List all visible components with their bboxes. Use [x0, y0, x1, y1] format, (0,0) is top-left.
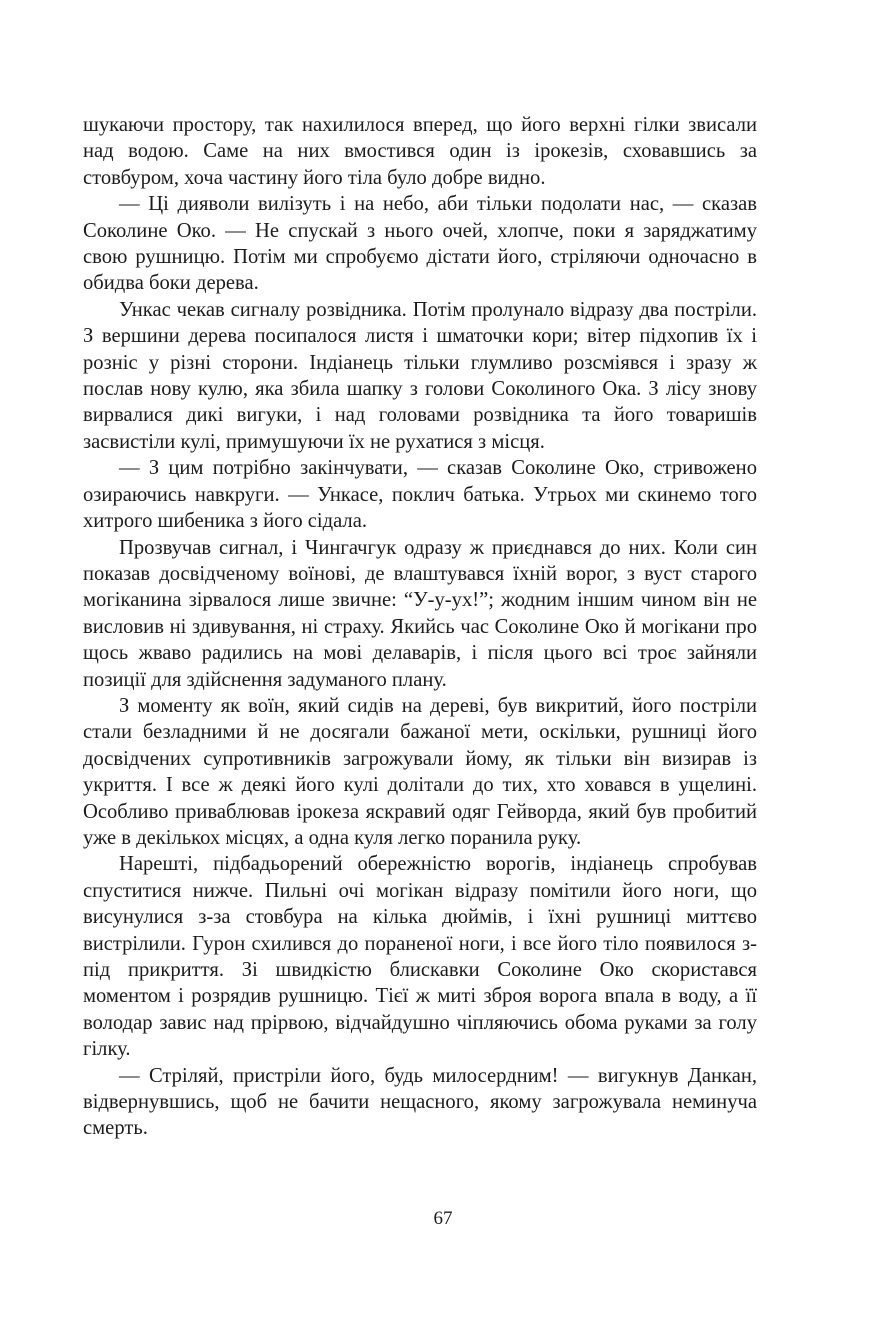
- paragraph-3: Ункас чекав сигналу розвідника. Потім пролунало відразу два постріли. З вершини дерева посипалося листя і шматочки кори; вітер підхопив їх і розніс у різні сторони. Індіанець тільки глумливо розсміявся і зразу ж послав нову кулю, яка збила шапку з голови Соколиного Ока. З лісу знову вирвалися дикі вигуки, і над головами розвідника та його товаришів засвистіли кулі, примушуючи їх не рухатися з місця.: [83, 298, 757, 453]
- body-text: [83, 112, 757, 1142]
- paragraph-8: — Стріляй, пристріли його, будь милосердним! — вигукнув Данкан, відвернувшись, щоб не бачити нещасного, якому загрожувала неминуча смерть.: [83, 1064, 757, 1140]
- page-number: 67: [433, 1208, 453, 1229]
- paragraph-7: Нарешті, підбадьорений обережністю ворогів, індіанець спробував спуститися нижче. Пильні очі могікан відразу помітили його ноги, що висунулися з-за стовбура на кілька дюймів, і їхні рушниці миттєво вистрілили. Гурон схилився до пораненої ноги, і все його тіло появилося з-під прикриття. Зі швидкістю блискавки Соколине Око скористався моментом і розрядив рушницю. Тієї ж миті зброя ворога впала в воду, а її володар завис над прірвою, відчайдушно чіпляючись обома руками за голу гілку.: [83, 853, 757, 1061]
- paragraph-1: шукаючи простору, так нахилилося вперед, що його верхні гілки звисали над водою. Саме на них вмостився один із ірокезів, сховавшись за стовбуром, хоча частину його тіла було добре видно.: [83, 114, 757, 189]
- paragraph-4: — З цим потрібно закінчувати, — сказав Соколине Око, стривожено озираючись навкруги. — Ункасе, поклич батька. Утрьох ми скинемо того хитрого шибеника з його сідала.: [83, 457, 757, 533]
- paragraph-5: Прозвучав сигнал, і Чингачгук одразу ж приєднався до них. Коли син показав досвідченому воїнові, де влаштувався їхній ворог, з вуст старого могіканина зірвалося лише звичне: “У-у-ух!”; жодним іншим чином він не висловив ні здивування, ні страху. Якийсь час Соколине Око й могікани про щось жваво радились на мові делаварів, і після цього всі троє зайняли позиції для здійснення задуманого плану.: [83, 536, 757, 691]
- paragraph-2: — Ці дияволи вилізуть і на небо, аби тільки подолати нас, — сказав Соколине Око. — Не спускай з нього очей, хлопче, поки я заряджатиму свою рушницю. Потім ми спробуємо дістати його, стріляючи одночасно в обидва боки дерева.: [83, 193, 757, 295]
- paragraph-6: З моменту як воїн, який сидів на дереві, був викритий, його постріли стали безладними й не досягали бажаної мети, оскільки, рушниці його досвідчених супротивників загрожували йому, як тільки він визирав із укриття. І все ж деякі його кулі долітали до тих, хто ховався в ущелині. Особливо приваблював ірокеза яскравий одяг Гейворда, який був пробитий уже в декількох місцях, а одна куля легко поранила руку.: [83, 694, 757, 849]
